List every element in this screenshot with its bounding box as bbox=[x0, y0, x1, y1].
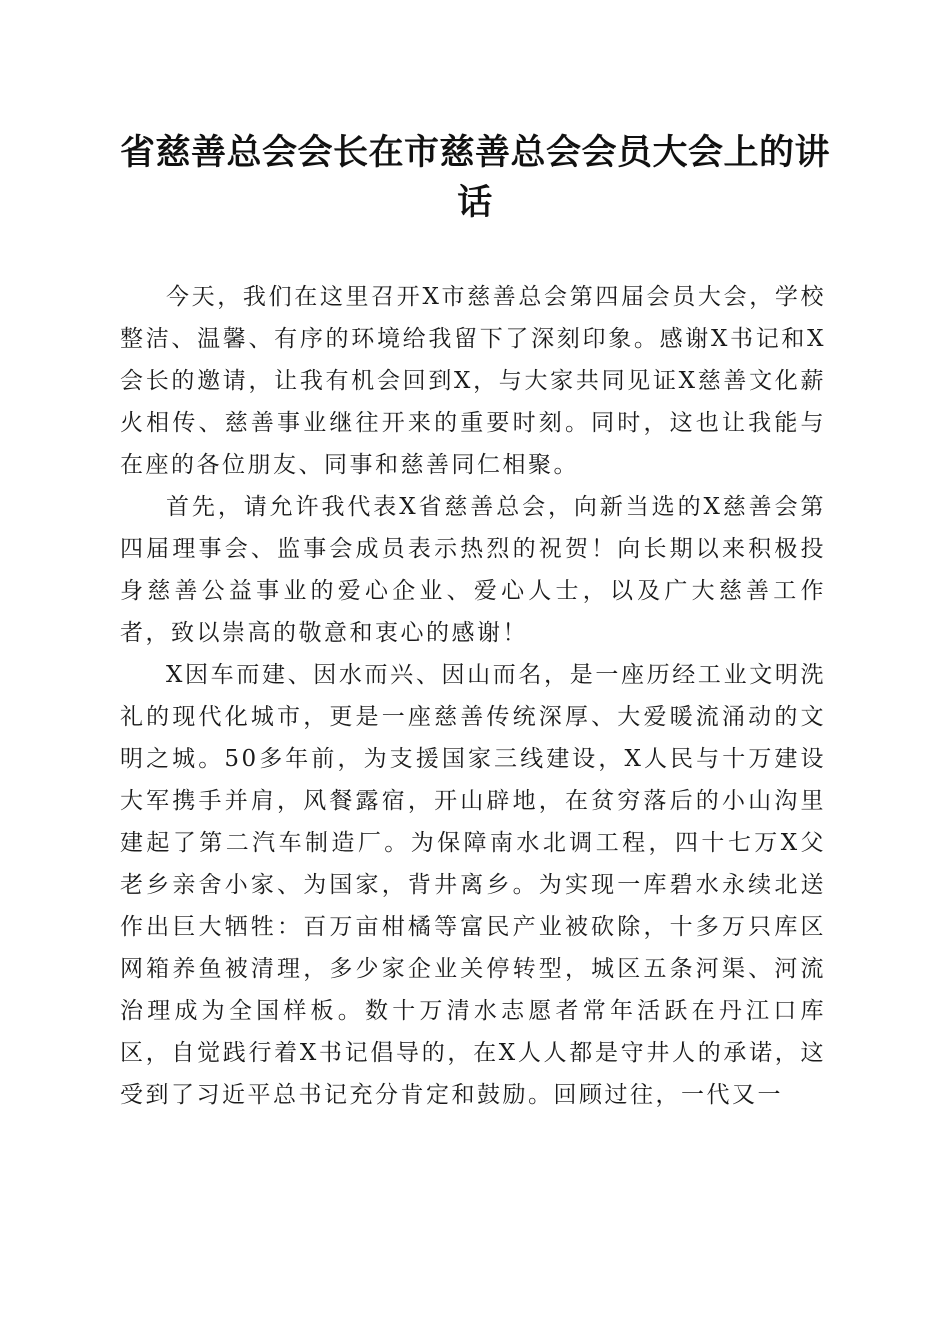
document-title: 省慈善总会会长在市慈善总会会员大会上的讲话 bbox=[119, 132, 830, 223]
paragraph-1: 今天，我们在这里召开X市慈善总会第四届会员大会，学校整洁、温馨、有序的环境给我留下了深刻印象。感谢X书记和X会长的邀请，让我有机会回到X，与大家共同见证X慈善文化薪火相传、慈善事业继往开来的重要时刻。同时，这也让我能与在座的各位朋友、同事和慈善同仁相聚。 bbox=[120, 284, 826, 478]
paragraph-3: X因车而建、因水而兴、因山而名，是一座历经工业文明洗礼的现代化城市，更是一座慈善传统深厚、大爱暖流涌动的文明之城。50多年前，为支援国家三线建设，X人民与十万建设大军携手并肩，风餐露宿，开山辟地，在贫穷落后的小山沟里建起了第二汽车制造厂。为保障南水北调工程，四十七万X父老乡亲舍小家、为国家，背井离乡。为实现一库碧水永续北送作出巨大牺牲：百万亩柑橘等富民产业被砍除，十多万只库区网箱养鱼被清理，多少家企业关停转型，城区五条河渠、河流治理成为全国样板。数十万清水志愿者常年活跃在丹江口库区，自觉践行着X书记倡导的，在X人人都是守井人的承诺，这受到了习近平总书记充分肯定和鼓励。回顾过往，一代又一 bbox=[120, 662, 826, 1108]
paragraph-2: 首先，请允许我代表X省慈善总会，向新当选的X慈善会第四届理事会、监事会成员表示热烈的祝贺！向长期以来积极投身慈善公益事业的爱心企业、爱心人士，以及广大慈善工作者，致以崇高的敬意和衷心的感谢！ bbox=[120, 494, 826, 646]
document-body bbox=[120, 276, 826, 1116]
